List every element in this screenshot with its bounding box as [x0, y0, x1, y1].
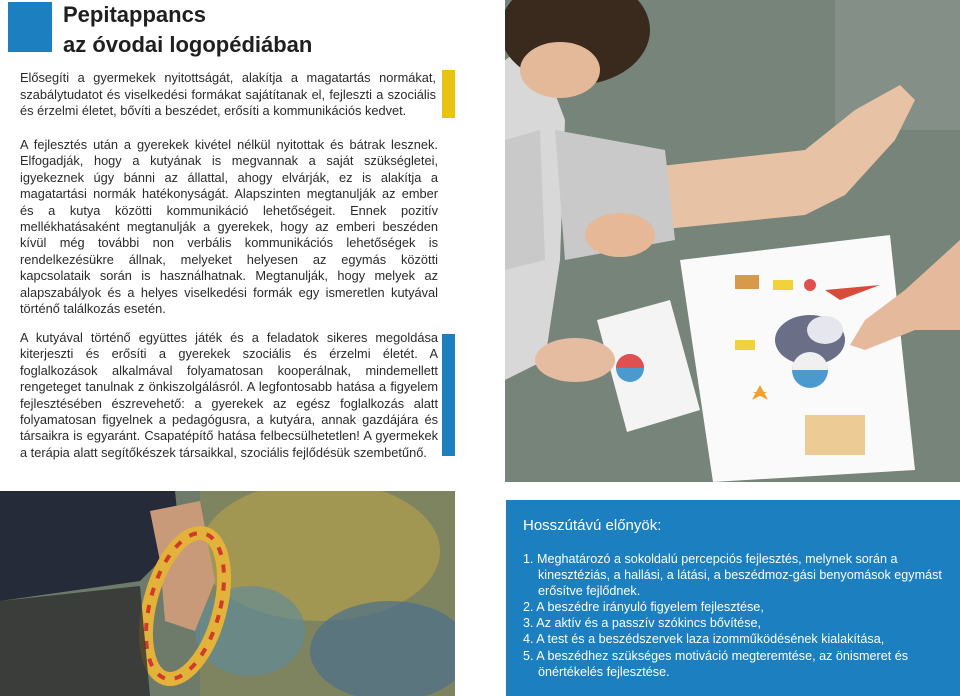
list-item: 3. Az aktív és a passzív szókincs bővítése, — [523, 616, 761, 631]
list-item: 5. A beszédhez szükséges motiváció megteremtése, az önismeret és önértékelés fejlesztése. — [523, 648, 909, 679]
list-item: 1. Meghatározó a sokoldalú percepciós fejlesztés, melynek során a kinesztéziás, a hallási, a látási, a beszédmoz-gási benyomások egymást erősítve fejlődnek. — [523, 552, 942, 599]
benefits-title: Hosszútávú előnyök: — [523, 517, 662, 534]
photo-hand-with-tambourine — [0, 491, 455, 696]
list-item: 2. A beszédre irányuló figyelem fejlesztése, — [523, 600, 764, 615]
yellow-accent-bar — [442, 70, 455, 118]
list-item: 4. A test és a beszédszervek laza izomműködésének kialakítása, — [523, 632, 885, 647]
body-paragraph-2: A kutyával történő együttes játék és a feladatok sikeres megoldása kiterjeszti és erősíti a gyerekek szociális és érzelmi életét. A foglalkozások alkalmával folyamatosan kooperálnak, mindemellett rengeteget tanulnak z önkiszolgálásról. A legfontosabb hatása a figyelem fejlesztésében észrevehető: a gyerekek az egész foglalkozás alatt folyamatosan figyelnek a pedagógusra, a kutyára, annak gazdájára és társaikra is egyaránt. Csapatépítő hatása felbecsülhetetlen! A gyermekek a terápia alatt segítőkészek társaikkal, szociális fejlődésük szembetűnő. — [20, 330, 438, 460]
photo-child-with-drawings — [505, 0, 960, 482]
blue-accent-bar — [442, 334, 455, 456]
benefits-list — [523, 551, 948, 680]
body-paragraph-1: A fejlesztés után a gyerekek kivétel nélkül nyitottak és bátrak lesznek. Elfogadják, hogy a kutyának is megvannak a saját szükségletei, igyekeznek úgy bánni az állattal, ahogy elvárják, ez is alakítja a magatartási normák hatékonyságát. Alapszinten megtanulják az ember és a kutya közötti kommunikáció lehetőségeit. Ennek pozitív mellékhatásaként megtanulják a gyerekek, hogy az emberi beszéden kívül még további non verbális kommunikációs lehetőségek is rendelkezésükre állnak, melyeket helyesen az egymás közötti kapcsolataik során is használhatnak. Megtanulják, hogy melyek az alapszabályok és a helyes viselkedési formák egy ismeretlen kutyával történő találkozás esetén. — [20, 137, 438, 317]
long-term-benefits-box — [506, 500, 960, 696]
title-line-2: az óvodai logopédiában — [63, 32, 313, 57]
intro-paragraph: Elősegíti a gyermekek nyitottságát, alakítja a magatartás normákat, szabálytudatot és viselkedési formákat sajátítanak el, fejleszti a szociális és érzelmi életet, bővíti a beszédet, erősíti a kommunikációs kedvet. — [20, 70, 436, 119]
title-accent-square — [8, 2, 52, 52]
title-line-1: Pepitappancs — [63, 2, 207, 27]
page-title — [63, 0, 312, 60]
